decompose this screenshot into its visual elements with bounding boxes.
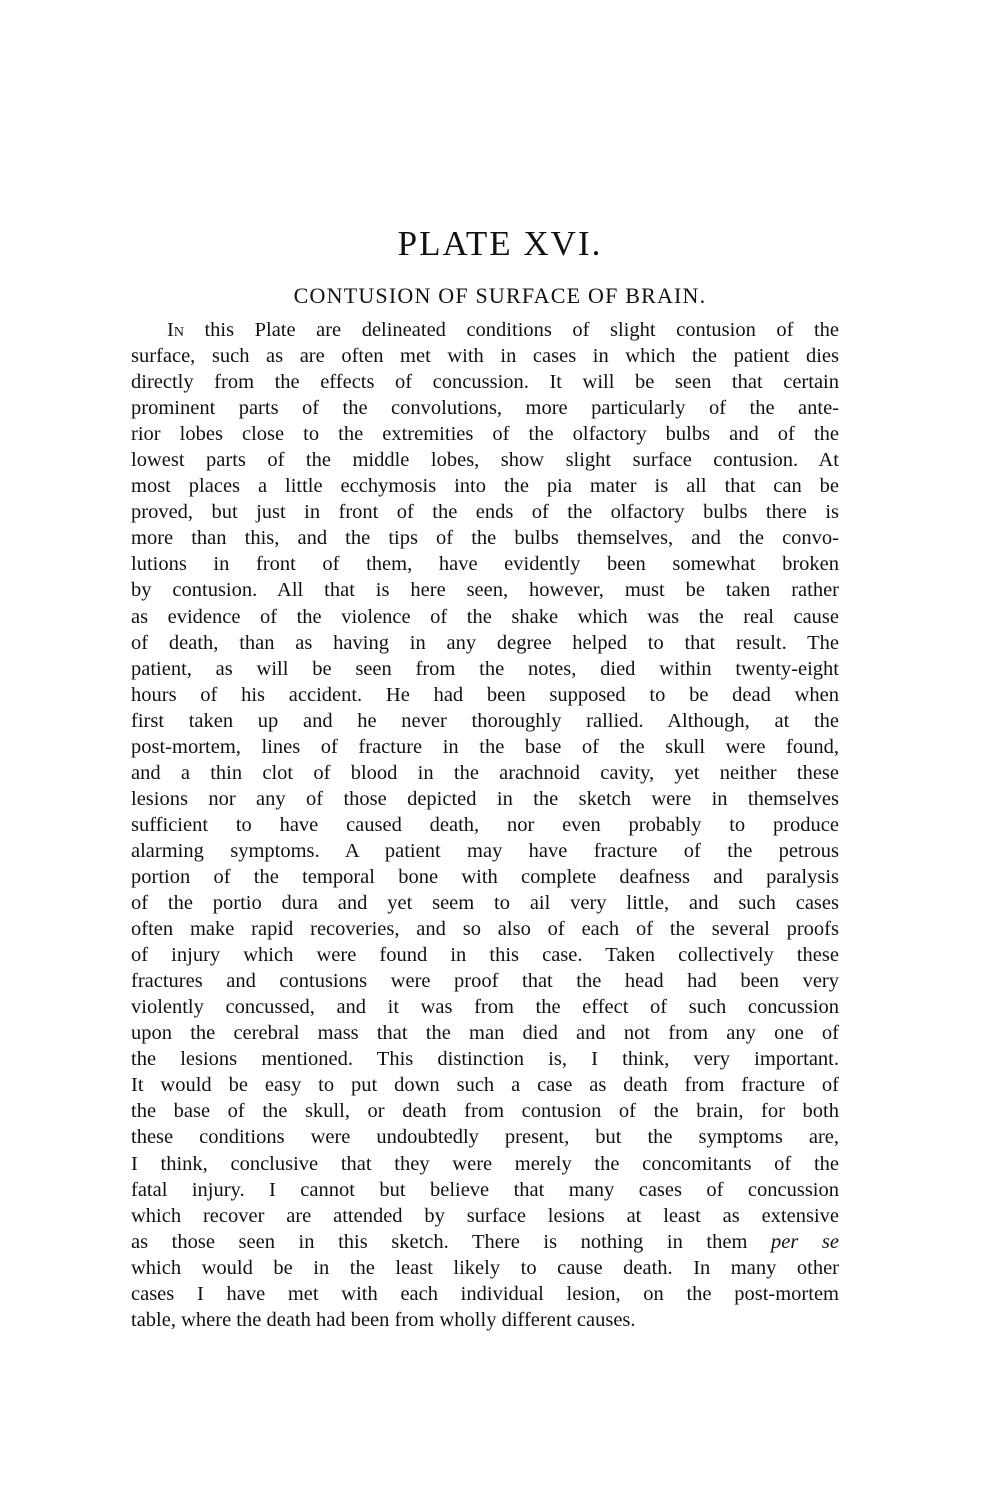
body-paragraph (131, 317, 839, 1333)
text-line: often make rapid recoveries, and so also of each of the several proofs (131, 918, 839, 941)
text-line-content: as those seen in this sketch. There is nothing in them (131, 1230, 771, 1253)
text-line: these conditions were undoubtedly present, but the symptoms are, (131, 1126, 839, 1149)
text-line: of death, than as having in any degree helped to that result. The (131, 631, 839, 654)
text-line: prominent parts of the convolutions, more particularly of the ante- (131, 397, 839, 420)
text-line: surface, such as are often met with in cases in which the patient dies (131, 345, 839, 368)
plate-title: PLATE XVI. (397, 224, 603, 263)
text-line: alarming symptoms. A patient may have fracture of the petrous (131, 839, 839, 862)
text-line: most places a little ecchymosis into the pia mater is all that can be (131, 475, 839, 498)
italic-phrase: per se (771, 1230, 839, 1253)
drop-word: In (167, 319, 184, 341)
text-line-last: table, where the death had been from wholly different causes. (131, 1308, 636, 1331)
text-line: lutions in front of them, have evidently been somewhat broken (131, 553, 839, 576)
plate-subtitle: CONTUSION OF SURFACE OF BRAIN. (293, 283, 707, 308)
text-line: lowest parts of the middle lobes, show slight surface contusion. At (131, 449, 839, 472)
text-line: proved, but just in front of the ends of the olfactory bulbs there is (131, 501, 839, 524)
text-line: of injury which were found in this case. Taken collectively these (131, 944, 839, 967)
text-line: directly from the effects of concussion. It will be seen that certain (131, 371, 839, 394)
text-line (131, 317, 839, 343)
text-line: It would be easy to put down such a case as death from fracture of (131, 1074, 839, 1097)
text-line: lesions nor any of those depicted in the sketch were in themselves (131, 787, 839, 810)
text-line: the base of the skull, or death from contusion of the brain, for both (131, 1100, 839, 1123)
text-line: the lesions mentioned. This distinction is, I think, very important. (131, 1048, 839, 1071)
text-line: fractures and contusions were proof that the head had been very (131, 970, 839, 993)
text-line: violently concussed, and it was from the effect of such concussion (131, 996, 839, 1019)
text-line: sufficient to have caused death, nor even probably to produce (131, 813, 839, 836)
text-line: fatal injury. I cannot but believe that many cases of concussion (131, 1178, 839, 1201)
text-line: which would be in the least likely to cause death. In many other (131, 1256, 839, 1279)
text-line: which recover are attended by surface lesions at least as extensive (131, 1204, 839, 1227)
text-line: portion of the temporal bone with complete deafness and paralysis (131, 865, 839, 888)
text-line: and a thin clot of blood in the arachnoid cavity, yet neither these (131, 761, 839, 784)
text-line: cases I have met with each individual lesion, on the post-mortem (131, 1282, 839, 1305)
text-line: upon the cerebral mass that the man died and not from any one of (131, 1022, 839, 1045)
text-line: as evidence of the violence of the shake which was the real cause (131, 605, 839, 628)
text-line: patient, as will be seen from the notes, died within twenty-eight (131, 657, 839, 680)
text-line: by contusion. All that is here seen, however, must be taken rather (131, 579, 839, 602)
text-line: first taken up and he never thoroughly rallied. Although, at the (131, 709, 839, 732)
text-line: more than this, and the tips of the bulbs themselves, and the convo- (131, 527, 839, 550)
text-line: rior lobes close to the extremities of the olfactory bulbs and of the (131, 423, 839, 446)
text-line-content: this Plate are delineated conditions of slight contusion of the (183, 319, 839, 341)
text-line: I think, conclusive that they were merely the concomitants of the (131, 1152, 839, 1175)
text-line (131, 1229, 839, 1255)
text-line: post-mortem, lines of fracture in the base of the skull were found, (131, 735, 839, 758)
text-line: hours of his accident. He had been supposed to be dead when (131, 683, 839, 706)
text-line: of the portio dura and yet seem to ail very little, and such cases (131, 892, 839, 915)
